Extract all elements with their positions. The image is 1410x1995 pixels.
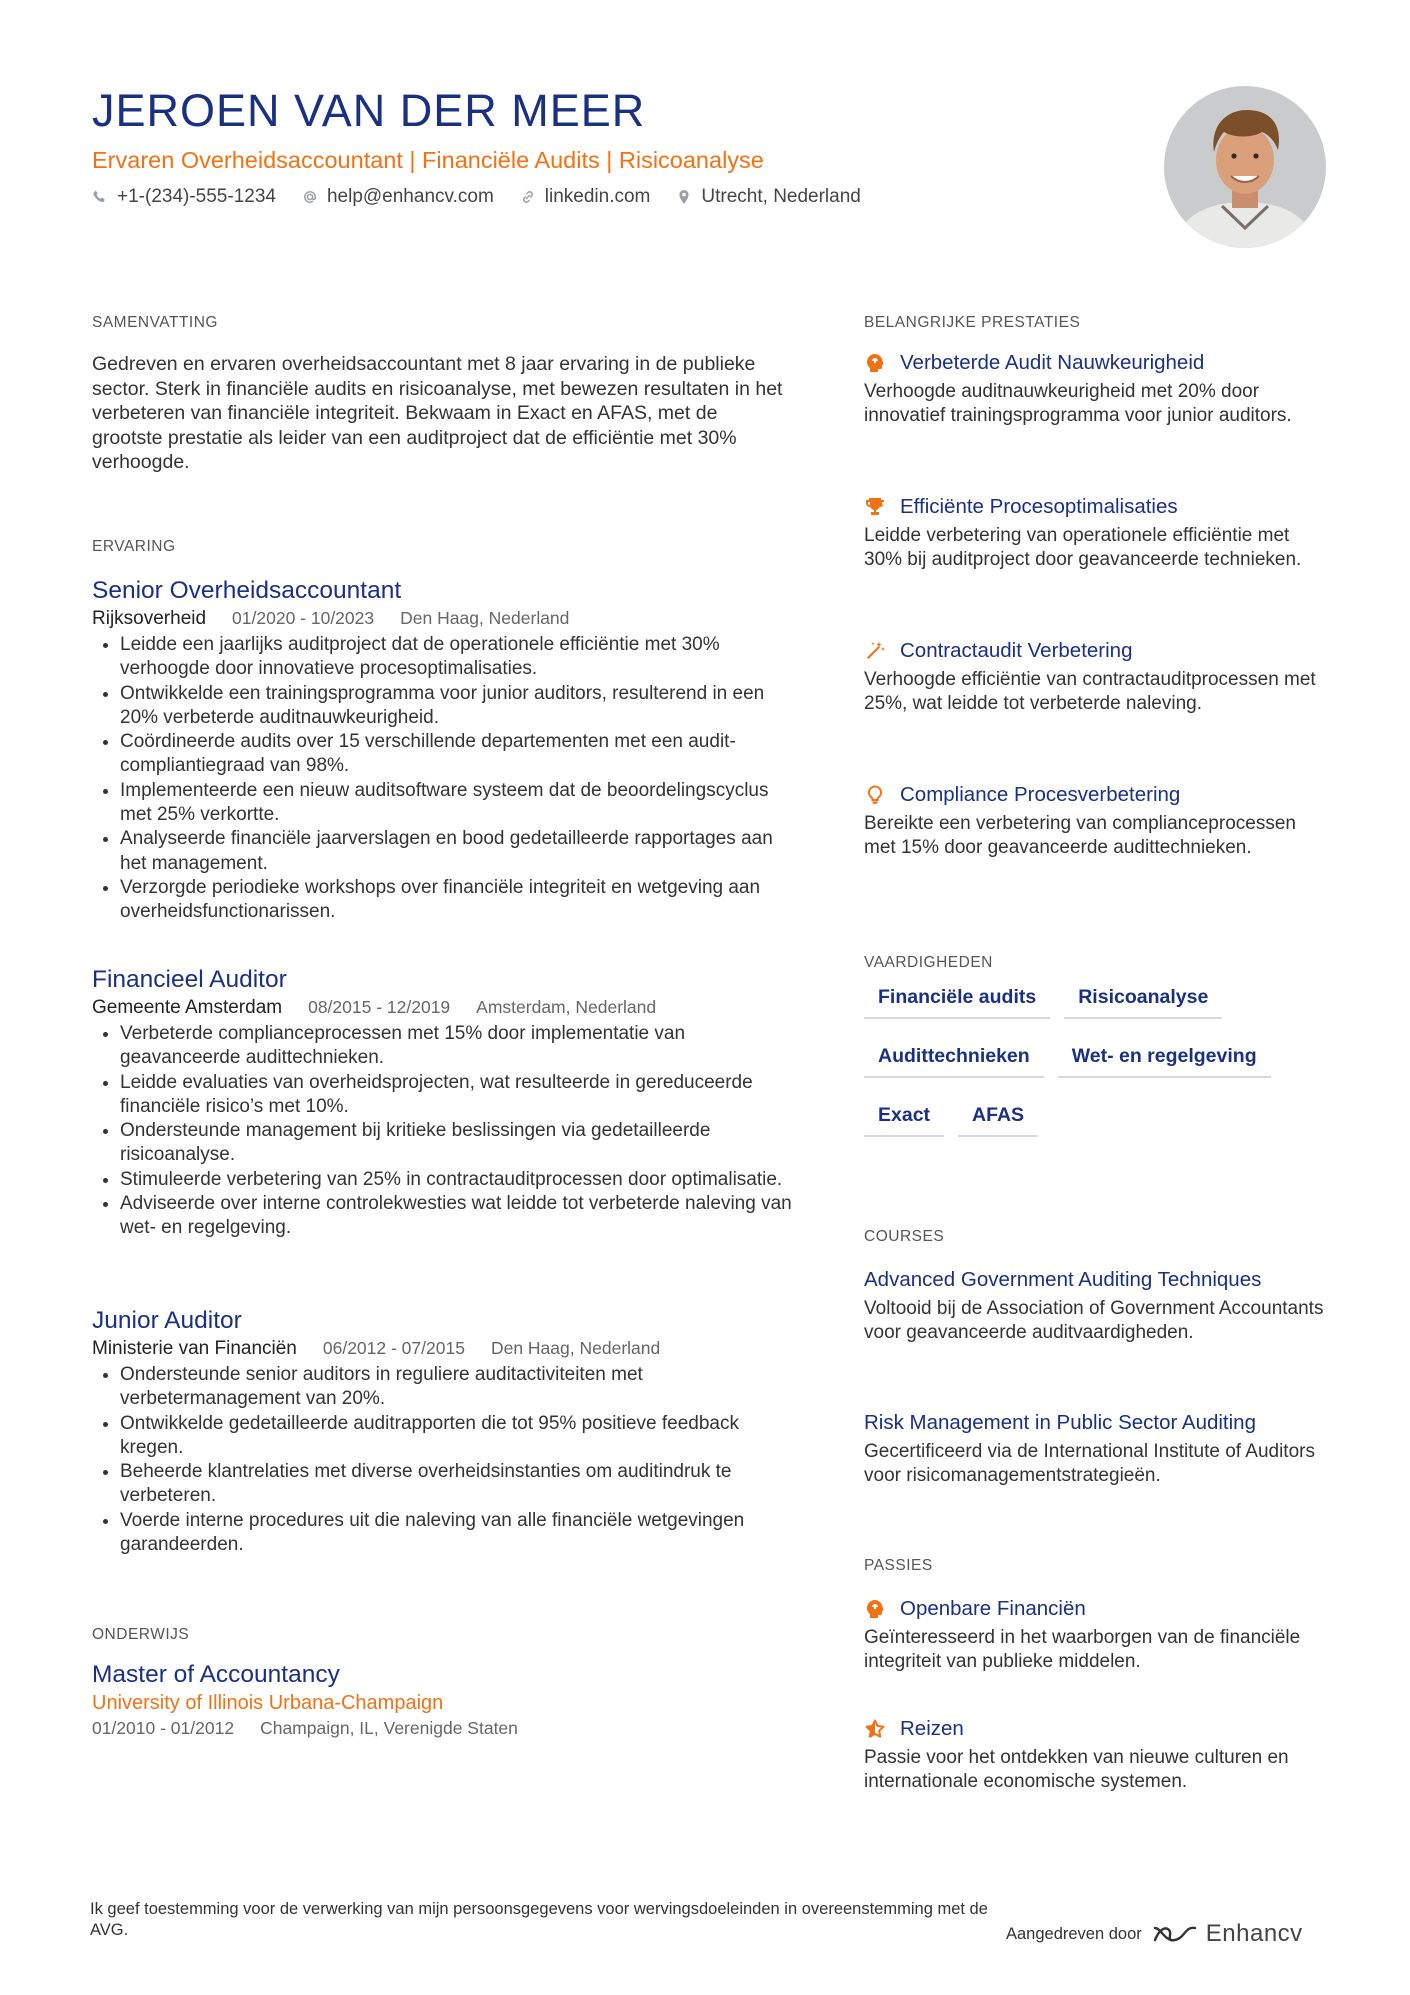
job-bullet: • Ondersteunde senior auditors in reguliere auditactiviteiten met verbetermanagement van 20%. (120, 1363, 792, 1412)
course-item (864, 1267, 1324, 1346)
passion-item (864, 1716, 1324, 1795)
brand-name: Enhancv (1205, 1920, 1303, 1947)
job-company: Gemeente Amsterdam (92, 997, 283, 1018)
job-company: Rijksoverheid (92, 608, 207, 629)
section-title-skills: VAARDIGHEDEN (864, 954, 993, 971)
contact-phone[interactable] (92, 186, 276, 208)
job-bullet: • Stimuleerde verbetering van 25% in contractauditprocessen door optimalisatie. (120, 1168, 792, 1192)
job-title: Senior Overheidsaccountant (92, 577, 402, 604)
job-title: Junior Auditor (92, 1307, 242, 1334)
course-item (864, 1410, 1324, 1489)
star-icon (864, 1718, 886, 1740)
job-company: Ministerie van Financiën (92, 1338, 297, 1359)
job-dates: 06/2012 - 07/2015 (322, 1338, 465, 1358)
achievement-desc: Verhoogde efficiëntie van contractauditprocessen met 25%, wat leidde tot verbeterde naleving. (864, 669, 1316, 715)
brand-logo[interactable] (1152, 1920, 1303, 1948)
education-location: Champaign, IL, Verenigde Staten (260, 1718, 518, 1738)
education-school: University of Illinois Urbana-Champaign (92, 1692, 444, 1714)
job-bullet: • Ondersteunde management bij kritieke beslissingen via gedetailleerde risicoanalyse. (120, 1119, 792, 1168)
job-location: Den Haag, Nederland (400, 608, 570, 628)
enhancv-logo-icon (1152, 1922, 1198, 1946)
lightbulb-icon (864, 784, 886, 806)
job-bullets (92, 1022, 792, 1241)
passion-title: Openbare Financiën (900, 1597, 1086, 1620)
achievement-title: Verbeterde Audit Nauwkeurigheid (900, 351, 1205, 374)
job-meta (92, 1336, 792, 1361)
job-bullet: • Analyseerde financiële jaarverslagen en bood gedetailleerde rapportages aan het management. (120, 827, 792, 876)
achievement-item (864, 782, 1324, 861)
passion-desc: Passie voor het ontdekken van nieuwe culturen en internationale economische systemen. (864, 1747, 1289, 1793)
passion-title: Reizen (900, 1717, 964, 1740)
achievement-item (864, 638, 1324, 717)
job-bullet: • Adviseerde over interne controlekwesties wat leidde tot verbeterde naleving van wet- en regelgeving. (120, 1192, 792, 1241)
job-title: Financieel Auditor (92, 966, 287, 993)
contact-bar (92, 186, 861, 208)
job-bullet: • Ontwikkelde gedetailleerde auditrapporten die tot 95% positieve feedback kregen. (120, 1412, 792, 1461)
skill-tag: Risicoanalyse (1064, 980, 1222, 1019)
job-location: Amsterdam, Nederland (476, 997, 657, 1017)
contact-email[interactable] (302, 186, 494, 208)
job-entry (92, 576, 792, 925)
job-bullet: • Verzorgde periodieke workshops over financiële integriteit en wetgeving aan overheidsfunctionarissen. (120, 876, 792, 925)
achievement-title: Compliance Procesverbetering (900, 783, 1181, 806)
powered-by (1006, 1920, 1303, 1948)
job-bullets (92, 633, 792, 925)
location-pin-icon (676, 189, 692, 205)
contact-linkedin[interactable] (520, 186, 651, 208)
job-location: Den Haag, Nederland (490, 1338, 661, 1358)
education-dates: 01/2010 - 01/2012 (92, 1718, 235, 1738)
powered-by-label: Aangedreven door (1006, 1924, 1142, 1943)
section-title-achievements: BELANGRIJKE PRESTATIES (864, 314, 1081, 331)
skill-tag: Audittechnieken (864, 1039, 1044, 1078)
job-bullet: • Voerde interne procedures uit die naleving van alle financiële wetgevingen garandeerden. (120, 1509, 792, 1558)
course-title: Advanced Government Auditing Techniques (864, 1268, 1262, 1291)
education-meta (92, 1716, 792, 1740)
job-bullets (92, 1363, 792, 1557)
contact-location (676, 186, 860, 208)
contact-linkedin-text: linkedin.com (544, 186, 651, 207)
job-meta (92, 995, 792, 1020)
contact-phone-text: +1-(234)-555-1234 (117, 186, 276, 207)
job-bullet: • Implementeerde een nieuw auditsoftware systeem dat de beoordelingscyclus met 25% verkortte. (120, 779, 792, 828)
job-dates: 01/2020 - 10/2023 (232, 608, 375, 628)
job-entry (92, 1306, 792, 1557)
phone-icon (92, 189, 108, 205)
education-entry (92, 1660, 792, 1740)
achievement-title: Contractaudit Verbetering (900, 639, 1133, 662)
section-title-summary: SAMENVATTING (92, 314, 218, 331)
section-title-courses: COURSES (864, 1228, 945, 1245)
skill-tag: AFAS (958, 1098, 1038, 1137)
job-bullet: • Ontwikkelde een trainingsprogramma voor junior auditors, resulterend in een 20% verbeterde auditnauwkeurigheid. (120, 682, 792, 731)
achievement-item (864, 494, 1324, 573)
skill-tag: Wet- en regelgeving (1058, 1039, 1271, 1078)
job-bullet: • Beheerde klantrelaties met diverse overheidsinstanties om auditindruk te verbeteren. (120, 1460, 792, 1509)
link-icon (520, 189, 536, 205)
achievement-desc: Leidde verbetering van operationele efficiëntie met 30% bij auditproject door geavanceerde technieken. (864, 525, 1302, 571)
at-icon (302, 189, 318, 205)
job-entry (92, 965, 792, 1241)
brain-icon (864, 1598, 886, 1620)
achievement-title: Efficiënte Procesoptimalisaties (900, 495, 1178, 518)
job-bullet: • Coördineerde audits over 15 verschillende departementen met een audit-compliantiegraad van 98%. (120, 730, 792, 779)
section-title-passions: PASSIES (864, 1557, 933, 1574)
achievement-desc: Bereikte een verbetering van complianceprocessen met 15% door geavanceerde audittechnieken. (864, 813, 1296, 859)
course-desc: Voltooid bij de Association of Government Accountants voor geavanceerde auditvaardigheden. (864, 1298, 1324, 1344)
trophy-icon (864, 496, 886, 518)
skill-tag: Financiële audits (864, 980, 1050, 1019)
magic-wand-icon (864, 640, 886, 662)
job-bullet: • Verbeterde complianceprocessen met 15% door implementatie van geavanceerde audittechnieken. (120, 1022, 792, 1071)
education-degree: Master of Accountancy (92, 1661, 340, 1688)
profile-photo (1164, 86, 1326, 248)
brain-icon (864, 352, 886, 374)
job-meta (92, 606, 792, 631)
section-title-experience: ERVARING (92, 538, 176, 555)
job-dates: 08/2015 - 12/2019 (308, 997, 451, 1017)
summary-text: Gedreven en ervaren overheidsaccountant met 8 jaar ervaring in de publieke sector. Sterk in financiële audits en risicoanalyse, met bewezen resultaten in het verbeteren van financiële integriteit. Bekwaam in Exact en AFAS, met de grootste prestatie als leider van een auditproject dat de efficiëntie met 30% verhoogde. (92, 353, 783, 473)
passion-desc: Geïnteresseerd in het waarborgen van de financiële integriteit van publieke middelen. (864, 1627, 1301, 1673)
job-bullet: • Leidde een jaarlijks auditproject dat de operationele efficiëntie met 30% verhoogde door innovatieve procesoptimalisaties. (120, 633, 792, 682)
consent-note: Ik geef toestemming voor de verwerking van mijn persoonsgegevens voor wervingsdoeleinden in overeenstemming met de AVG. (90, 1900, 988, 1939)
job-bullet: • Leidde evaluaties van overheidsprojecten, wat resulteerde in gereduceerde financiële risico’s met 10%. (120, 1071, 792, 1120)
achievement-item (864, 350, 1324, 429)
skill-tag: Exact (864, 1098, 944, 1137)
headline: Ervaren Overheidsaccountant | Financiële Audits | Risicoanalyse (92, 147, 764, 173)
passion-item (864, 1596, 1324, 1675)
skills-list (864, 980, 1324, 1137)
section-title-education: ONDERWIJS (92, 1626, 190, 1643)
contact-location-text: Utrecht, Nederland (701, 186, 861, 207)
course-desc: Gecertificeerd via de International Institute of Auditors voor risicomanagementstrategieën. (864, 1441, 1315, 1487)
achievement-desc: Verhoogde auditnauwkeurigheid met 20% door innovatief trainingsprogramma voor junior auditors. (864, 381, 1292, 427)
candidate-name: JEROEN VAN DER MEER (92, 85, 646, 136)
course-title: Risk Management in Public Sector Auditing (864, 1411, 1256, 1434)
contact-email-text: help@enhancv.com (326, 186, 494, 207)
